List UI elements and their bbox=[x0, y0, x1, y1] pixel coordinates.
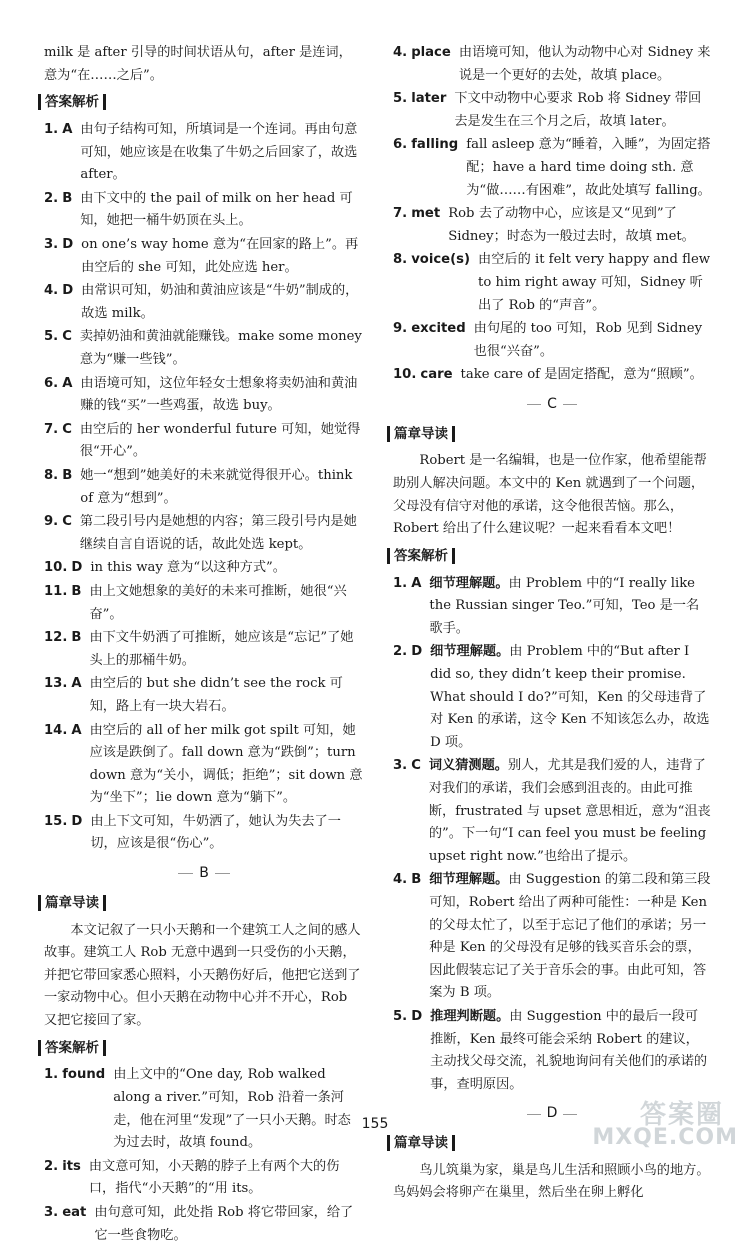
explanation-text: 由下文中的 the pail of milk on her head 可知，她把一桶牛奶顶在头上。 bbox=[80, 190, 353, 229]
item-answer: A bbox=[71, 676, 82, 692]
passage-guide-d: 鸟儿筑巢为家，巢是鸟儿生活和照顾小鸟的地方。鸟妈妈会将卵产在巢里，然后坐在卵上孵化 bbox=[393, 1162, 710, 1201]
explanation-text: 由空后的 all of her milk got spilt 可知，她应该是跌倒了。fall down 意为“跌倒”；turn down 意为“关小，调低；拒绝”；sit down 意为“坐下”；lie down 意为“躺下”。 bbox=[89, 722, 363, 806]
item-number: 4. bbox=[393, 872, 408, 888]
item-number: 5. bbox=[393, 1008, 408, 1024]
item-explanation bbox=[89, 581, 364, 626]
item-explanation bbox=[454, 88, 711, 133]
passage-guide-b: 本文记叙了一只小天鹅和一个建筑工人之间的感人故事。建筑工人 Rob 无意中遇到一只受伤的小天鹅，并把它带回家悉心照料，小天鹅伤好后，他把它送到了一家动物中心。但小天鹅在动物中心并不开心，Rob 又把它接回了家。 bbox=[44, 922, 361, 1028]
answer-analysis-heading: 答案解析 bbox=[38, 91, 106, 114]
answer-item bbox=[393, 42, 711, 87]
item-number: 7. bbox=[44, 421, 59, 437]
item-answer: D bbox=[71, 560, 83, 576]
answer-item bbox=[393, 88, 711, 133]
item-explanation bbox=[474, 318, 711, 363]
item-number: 11. bbox=[44, 583, 68, 599]
explanation-text: fall asleep 意为“睡着，入睡”，为固定搭配；have a hard time doing sth. 意为“做……有困难”，故此处填写 falling。 bbox=[466, 137, 711, 198]
item-explanation bbox=[89, 1156, 364, 1201]
answer-item bbox=[44, 373, 364, 418]
item-number: 8. bbox=[44, 467, 59, 483]
answer-item bbox=[44, 280, 364, 325]
item-explanation bbox=[466, 134, 711, 202]
explanation-text: 由上下文可知，牛奶洒了，她认为失去了一切，应该是很“伤心”。 bbox=[90, 813, 341, 852]
answer-list-a bbox=[44, 119, 364, 856]
explanation-text: 由下文牛奶洒了可推断，她应该是“忘记”了她头上的那桶牛奶。 bbox=[89, 630, 354, 668]
answer-item bbox=[44, 511, 364, 556]
item-number: 2. bbox=[44, 1158, 59, 1174]
answer-item bbox=[44, 188, 364, 233]
explanation-text: 由空后的 but she didn’t see the rock 可知，路上有一块大岩石。 bbox=[89, 676, 343, 714]
answer-analysis-heading-b: 答案解析 bbox=[38, 1037, 106, 1060]
answer-item bbox=[393, 203, 711, 248]
item-answer: D bbox=[62, 283, 74, 299]
item-number: 9. bbox=[44, 514, 59, 530]
left-column bbox=[44, 42, 364, 1248]
explanation-text: take care of 是固定搭配，意为“照顾”。 bbox=[460, 367, 703, 383]
explanation-text: 她一“想到”她美好的未来就觉得很开心。think of 意为“想到”。 bbox=[80, 467, 353, 506]
explanation-text: 第二段引号内是她想的内容；第三段引号内是她继续自言自语说的话，故此处选 kept。 bbox=[79, 514, 357, 552]
explanation-text: 由语境可知，这位年轻女士想象将卖奶油和黄油赚的钱“买”一些鸡蛋，故选 buy。 bbox=[80, 375, 358, 414]
answer-item bbox=[44, 1064, 364, 1154]
item-explanation bbox=[429, 869, 711, 1005]
item-number: 7. bbox=[393, 206, 408, 222]
explanation-text: 由文意可知，小天鹅的脖子上有两个大的伤口，指代“小天鹅”的“用 its。 bbox=[88, 1158, 340, 1197]
item-answer: B bbox=[71, 583, 82, 599]
passage-guide-heading: 篇章导读 bbox=[38, 892, 106, 915]
explanation-text: in this way 意为“以这种方式”。 bbox=[90, 560, 286, 576]
item-answer: found bbox=[62, 1067, 106, 1083]
explanation-text: 由句意可知，此处指 Rob 将它带回家，给了它一些食物吃。 bbox=[94, 1204, 354, 1243]
item-number: 1. bbox=[44, 1067, 59, 1083]
explanation-text: 由 Problem 中的“But after I did so, they didn’t keep their promise. What should I do?”可知，Ken 的父母违背了对 Ken 的承诺，这令 Ken 不知该怎么办，故选 D 项。 bbox=[430, 644, 710, 750]
item-number: 3. bbox=[44, 237, 59, 253]
answer-item bbox=[44, 465, 364, 510]
item-explanation bbox=[80, 373, 364, 418]
item-number: 8. bbox=[393, 252, 408, 268]
answer-item bbox=[393, 573, 711, 641]
answer-item bbox=[44, 119, 364, 187]
item-answer: A bbox=[62, 122, 73, 138]
item-answer: eat bbox=[62, 1204, 87, 1220]
item-answer: C bbox=[411, 758, 421, 774]
question-type-label: 推理判断题。 bbox=[430, 1008, 510, 1024]
explanation-text: 由上文中的“One day, Rob walked along a river.”可知，Rob 沿着一条河走，他在河里“发现”了一只小天鹅。时态为过去时，故填 found。 bbox=[113, 1067, 351, 1151]
item-number: 6. bbox=[44, 375, 59, 391]
explanation-text: 由句尾的 too 可知，Rob 见到 Sidney 也很“兴奋”。 bbox=[473, 321, 703, 359]
answer-item bbox=[393, 641, 711, 754]
item-answer: C bbox=[62, 514, 72, 530]
answer-list-c bbox=[393, 573, 711, 1097]
answer-item bbox=[393, 364, 711, 387]
item-explanation bbox=[80, 326, 364, 371]
item-explanation bbox=[478, 249, 711, 317]
question-type-label: 细节理解题。 bbox=[429, 872, 509, 888]
item-answer: D bbox=[71, 813, 83, 829]
answer-item bbox=[393, 134, 711, 202]
explanation-text: 由 Suggestion 的第二段和第三段可知，Robert 给出了两种可能性：一种是 Ken 的父母太忙了，以至于忘记了他们的承诺；另一种是 Ken 的父母没有足够的钱买音乐会的票，因此假装忘记了关于音乐会的事。由此可知，答案为 B 项。 bbox=[429, 872, 711, 1001]
item-answer: B bbox=[62, 467, 73, 483]
site-watermark-logo: 答案圈 MXQE.COM bbox=[592, 1100, 738, 1150]
item-number: 3. bbox=[393, 758, 408, 774]
item-explanation bbox=[80, 419, 364, 464]
answer-item bbox=[44, 1202, 364, 1247]
item-number: 2. bbox=[393, 644, 408, 660]
item-answer: place bbox=[411, 45, 451, 60]
item-explanation bbox=[90, 673, 364, 718]
explanation-text: 由 Problem 中的“I really like the Russian singer Teo.”可知，Teo 是一名歌手。 bbox=[429, 575, 700, 636]
item-answer: D bbox=[411, 644, 423, 660]
item-number: 10. bbox=[44, 560, 68, 576]
item-explanation bbox=[113, 1064, 364, 1154]
item-answer: A bbox=[62, 375, 73, 391]
item-answer: later bbox=[411, 91, 447, 107]
item-answer: excited bbox=[411, 321, 466, 337]
item-answer: D bbox=[411, 1008, 423, 1024]
item-number: 15. bbox=[44, 813, 68, 829]
answer-item bbox=[393, 318, 711, 363]
item-number: 10. bbox=[393, 367, 417, 383]
answer-item bbox=[393, 755, 711, 868]
item-number: 5. bbox=[393, 91, 408, 107]
explanation-text: 由上文她想象的美好的未来可推断，她很“兴奋”。 bbox=[89, 583, 347, 622]
item-explanation bbox=[90, 557, 364, 580]
explanation-text: 由空后的 it felt very happy and flew to him right away 可知，Sidney 听出了 Rob 的“声音”。 bbox=[478, 252, 711, 313]
item-number: 1. bbox=[393, 575, 408, 591]
item-answer: A bbox=[71, 722, 82, 738]
answer-list-b-continued bbox=[393, 42, 711, 387]
item-explanation bbox=[94, 1202, 364, 1247]
item-explanation bbox=[429, 755, 711, 868]
item-answer: B bbox=[71, 630, 82, 646]
section-d-divider: D bbox=[393, 1102, 711, 1125]
item-explanation bbox=[80, 188, 364, 233]
item-explanation bbox=[80, 119, 364, 187]
answer-item bbox=[393, 869, 711, 1005]
item-answer: voice(s) bbox=[411, 252, 471, 268]
answer-item bbox=[44, 557, 364, 580]
explanation-text: 由常识可知，奶油和黄油应该是“牛奶”制成的，故选 milk。 bbox=[81, 283, 359, 321]
item-number: 5. bbox=[44, 329, 59, 345]
answer-item bbox=[44, 627, 364, 672]
item-number: 4. bbox=[393, 45, 408, 60]
explanation-text: 由 Suggestion 中的最后一段可推断，Ken 最终可能会采纳 Robert 的建议，主动找父母交流，礼貌地询问有关他们的承诺的事，查明原因。 bbox=[430, 1008, 708, 1092]
answer-item bbox=[44, 1156, 364, 1201]
item-answer: A bbox=[411, 575, 422, 591]
answer-item bbox=[44, 326, 364, 371]
explanation-text: 卖掉奶油和黄油就能赚钱。make some money 意为“赚一些钱”。 bbox=[79, 329, 362, 368]
explanation-text: 由语境可知，他认为动物中心对 Sidney 来说是一个更好的去处，故填 place。 bbox=[458, 45, 711, 83]
item-explanation bbox=[430, 641, 711, 754]
answer-item bbox=[393, 1006, 711, 1096]
explanation-text: Rob 去了动物中心，应该是又“见到”了 Sidney；时态为一般过去时，故填 met。 bbox=[448, 206, 695, 244]
answer-item bbox=[44, 673, 364, 718]
item-explanation bbox=[90, 720, 364, 810]
item-number: 3. bbox=[44, 1204, 59, 1220]
answer-list-b bbox=[44, 1064, 364, 1247]
answer-item bbox=[44, 811, 364, 856]
question-type-label: 细节理解题。 bbox=[429, 575, 509, 591]
passage-guide-heading-c: 篇章导读 bbox=[387, 423, 455, 446]
item-answer: B bbox=[411, 872, 422, 888]
answer-item bbox=[44, 419, 364, 464]
item-answer: falling bbox=[411, 137, 459, 153]
explanation-text: 由空后的 her wonderful future 可知，她觉得很“开心”。 bbox=[79, 421, 361, 460]
item-explanation bbox=[80, 511, 364, 556]
question-type-label: 细节理解题。 bbox=[430, 644, 510, 660]
item-answer: care bbox=[420, 367, 453, 383]
page-number: 155 bbox=[361, 1116, 389, 1132]
item-number: 4. bbox=[44, 283, 59, 299]
section-b-divider: B bbox=[44, 862, 364, 885]
item-answer: D bbox=[62, 237, 74, 253]
item-answer: B bbox=[62, 190, 73, 206]
answer-item bbox=[393, 249, 711, 317]
item-answer: met bbox=[411, 206, 441, 222]
intro-paragraph: milk 是 after 引导的时间状语从句，after 是连词，意为“在……之后”。 bbox=[44, 45, 352, 83]
explanation-text: 下文中动物中心要求 Rob 将 Sidney 带回去是发生在三个月之后，故填 later。 bbox=[454, 91, 702, 129]
explanation-text: 别人，尤其是我们爱的人，违背了对我们的承诺，我们会感到沮丧的。由此可推断，frustrated 与 upset 意思相近，意为“沮丧的”。下一句“I can feel you must be feeling upset right now.”也给出了提示。 bbox=[428, 758, 711, 864]
item-number: 12. bbox=[44, 630, 68, 646]
item-explanation bbox=[89, 627, 364, 672]
right-column bbox=[393, 42, 711, 1206]
item-explanation bbox=[80, 465, 364, 510]
item-number: 9. bbox=[393, 321, 408, 337]
item-number: 2. bbox=[44, 190, 59, 206]
item-number: 6. bbox=[393, 137, 408, 153]
item-explanation bbox=[81, 280, 364, 325]
item-explanation bbox=[90, 811, 364, 856]
answer-item bbox=[44, 581, 364, 626]
item-explanation bbox=[448, 203, 711, 248]
item-number: 1. bbox=[44, 122, 59, 138]
passage-guide-heading-d: 篇章导读 bbox=[387, 1132, 455, 1155]
question-type-label: 词义猜测题。 bbox=[428, 758, 508, 774]
passage-guide-c: Robert 是一名编辑，也是一位作家，他希望能帮助别人解决问题。本文中的 Ken 就遇到了一个问题，父母没有信守对他的承诺，这令他很苦恼。那么，Robert 给出了什么建议呢？一起来看看本文吧！ bbox=[393, 453, 707, 537]
section-c-divider: C bbox=[393, 393, 711, 416]
item-number: 13. bbox=[44, 676, 68, 692]
explanation-text: on one’s way home 意为“在回家的路上”。再由空后的 she 可知，此处应选 her。 bbox=[81, 237, 359, 275]
answer-item bbox=[44, 720, 364, 810]
item-answer: C bbox=[62, 421, 72, 437]
item-answer: its bbox=[62, 1158, 81, 1174]
answer-item bbox=[44, 234, 364, 279]
heading-bar-right bbox=[103, 94, 106, 110]
answer-analysis-heading-c: 答案解析 bbox=[387, 545, 455, 568]
item-number: 14. bbox=[44, 722, 68, 738]
explanation-text: 由句子结构可知，所填词是一个连词。再由句意可知，她应该是在收集了牛奶之后回家了，故选 after。 bbox=[80, 122, 358, 183]
item-explanation bbox=[461, 364, 711, 387]
item-explanation bbox=[430, 1006, 711, 1096]
item-explanation bbox=[459, 42, 711, 87]
item-explanation bbox=[429, 573, 711, 641]
item-answer: C bbox=[62, 329, 72, 345]
item-explanation bbox=[81, 234, 364, 279]
